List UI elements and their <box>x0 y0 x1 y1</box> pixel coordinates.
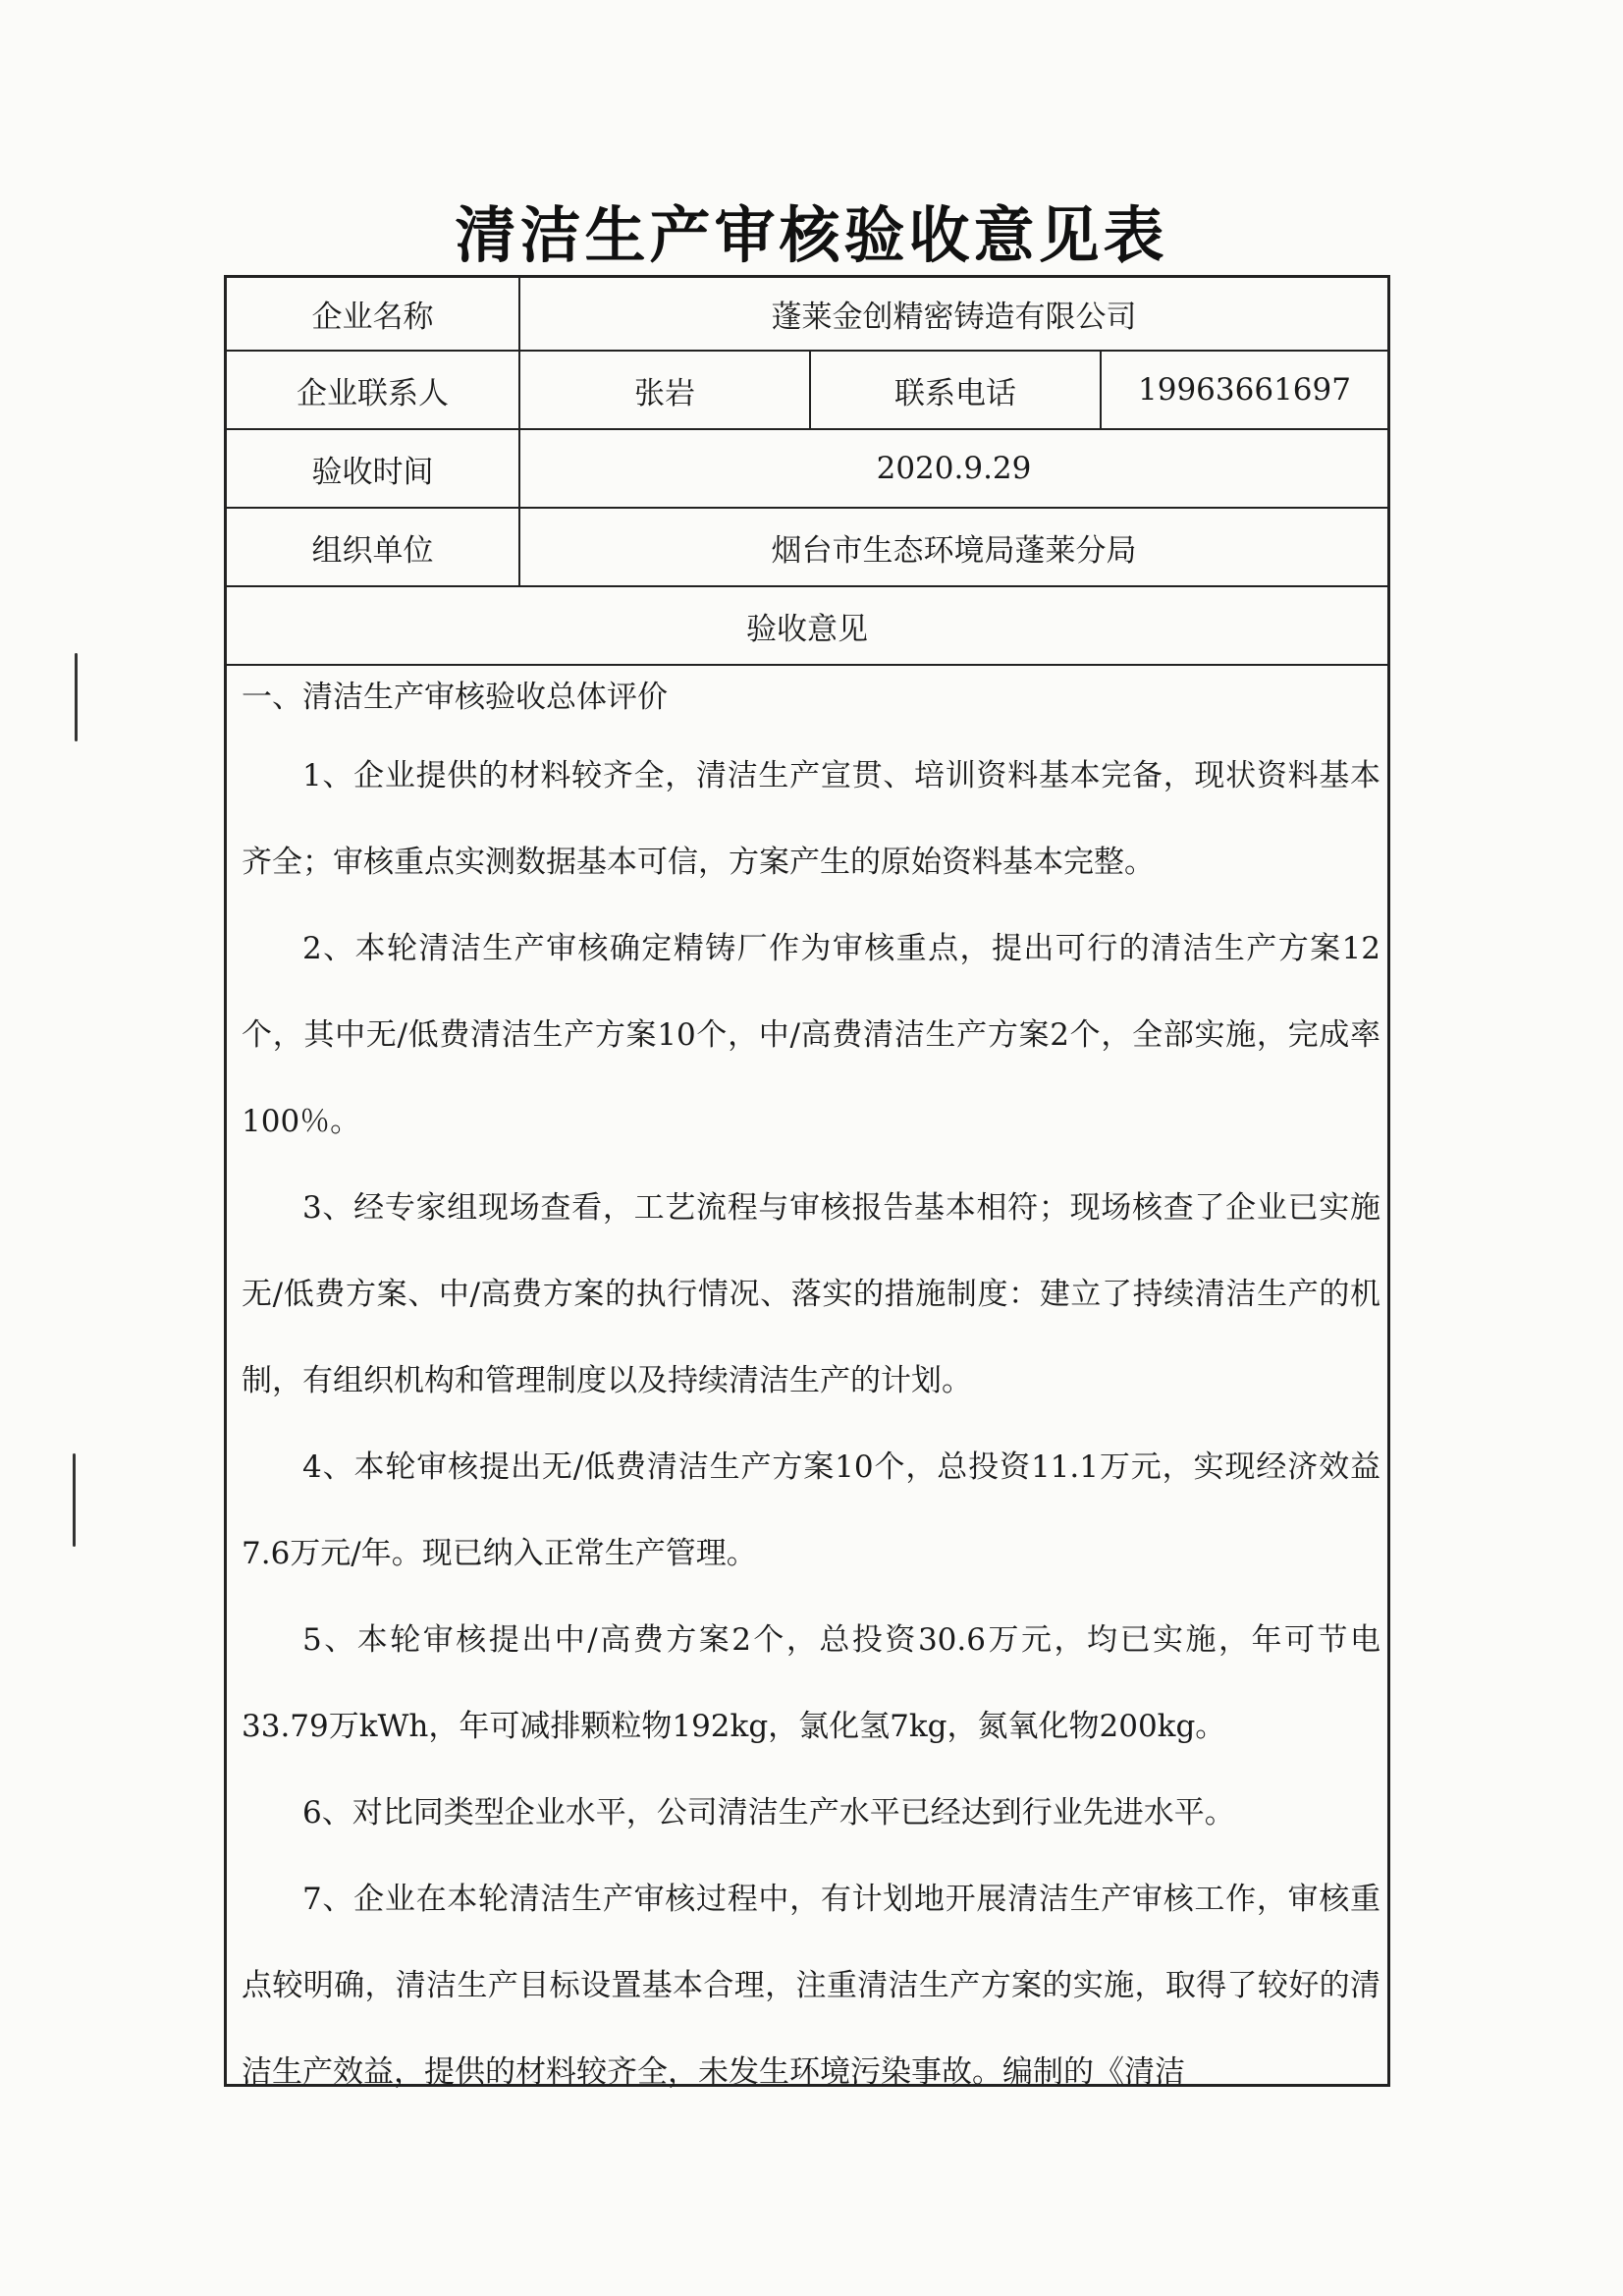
opinion-paragraph-5: 5、本轮审核提出中/高费方案2个，总投资30.6万元，均已实施，年可节电33.79万kWh，年可减排颗粒物192kg，氯化氢7kg，氮氧化物200kg。 <box>242 1622 1380 1744</box>
opinion-header: 验收意见 <box>746 611 868 647</box>
opinion-paragraph-1: 1、企业提供的材料较齐全，清洁生产宣贯、培训资料基本完备，现状资料基本齐全；审核重点实测数据基本可信，方案产生的原始资料基本完整。 <box>242 758 1380 880</box>
opinion-paragraph-7: 7、企业在本轮清洁生产审核过程中，有计划地开展清洁生产审核工作，审核重点较明确，清洁生产目标设置基本合理，注重清洁生产方案的实施，取得了较好的清洁生产效益，提供的材料较齐全，未发生环境污染事故。编制的《清洁 <box>242 1882 1380 2090</box>
acceptance-date-label: 验收时间 <box>311 454 434 490</box>
contact-person-value: 张岩 <box>634 375 695 411</box>
scan-margin-mark <box>73 1453 76 1547</box>
contact-person-label: 企业联系人 <box>297 375 449 411</box>
row-divider <box>224 664 1390 666</box>
opinion-paragraph-3: 3、经专家组现场查看，工艺流程与审核报告基本相符；现场核查了企业已实施无/低费方案、中/高费方案的执行情况、落实的措施制度：建立了持续清洁生产的机制，有组织机构和管理制度以及持续清洁生产的计划。 <box>242 1190 1380 1398</box>
organizer-label: 组织单位 <box>311 532 434 569</box>
opinion-paragraph-2: 2、本轮清洁生产审核确定精铸厂作为审核重点，提出可行的清洁生产方案12个，其中无/低费清洁生产方案10个，中/高费清洁生产方案2个，全部实施，完成率100％。 <box>242 931 1380 1139</box>
page-title: 清洁生产审核验收意见表 <box>455 199 1168 271</box>
phone-value: 19963661697 <box>1138 372 1351 408</box>
section-heading: 一、清洁生产审核验收总体评价 <box>242 680 668 715</box>
opinion-paragraph-6: 6、对比同类型企业水平，公司清洁生产水平已经达到行业先进水平。 <box>302 1795 1235 1831</box>
company-name-label: 企业名称 <box>311 300 434 335</box>
opinion-paragraph-4: 4、本轮审核提出无/低费清洁生产方案10个，总投资11.1万元，实现经济效益7.6万元/年。现已纳入正常生产管理。 <box>242 1449 1380 1571</box>
company-name-value: 蓬莱金创精密铸造有限公司 <box>771 300 1137 335</box>
acceptance-date-value: 2020.9.29 <box>876 451 1032 486</box>
phone-label: 联系电话 <box>894 375 1016 411</box>
organizer-value: 烟台市生态环境局蓬莱分局 <box>771 532 1137 569</box>
opinion-body <box>242 668 1380 2115</box>
scan-margin-mark <box>75 653 78 741</box>
